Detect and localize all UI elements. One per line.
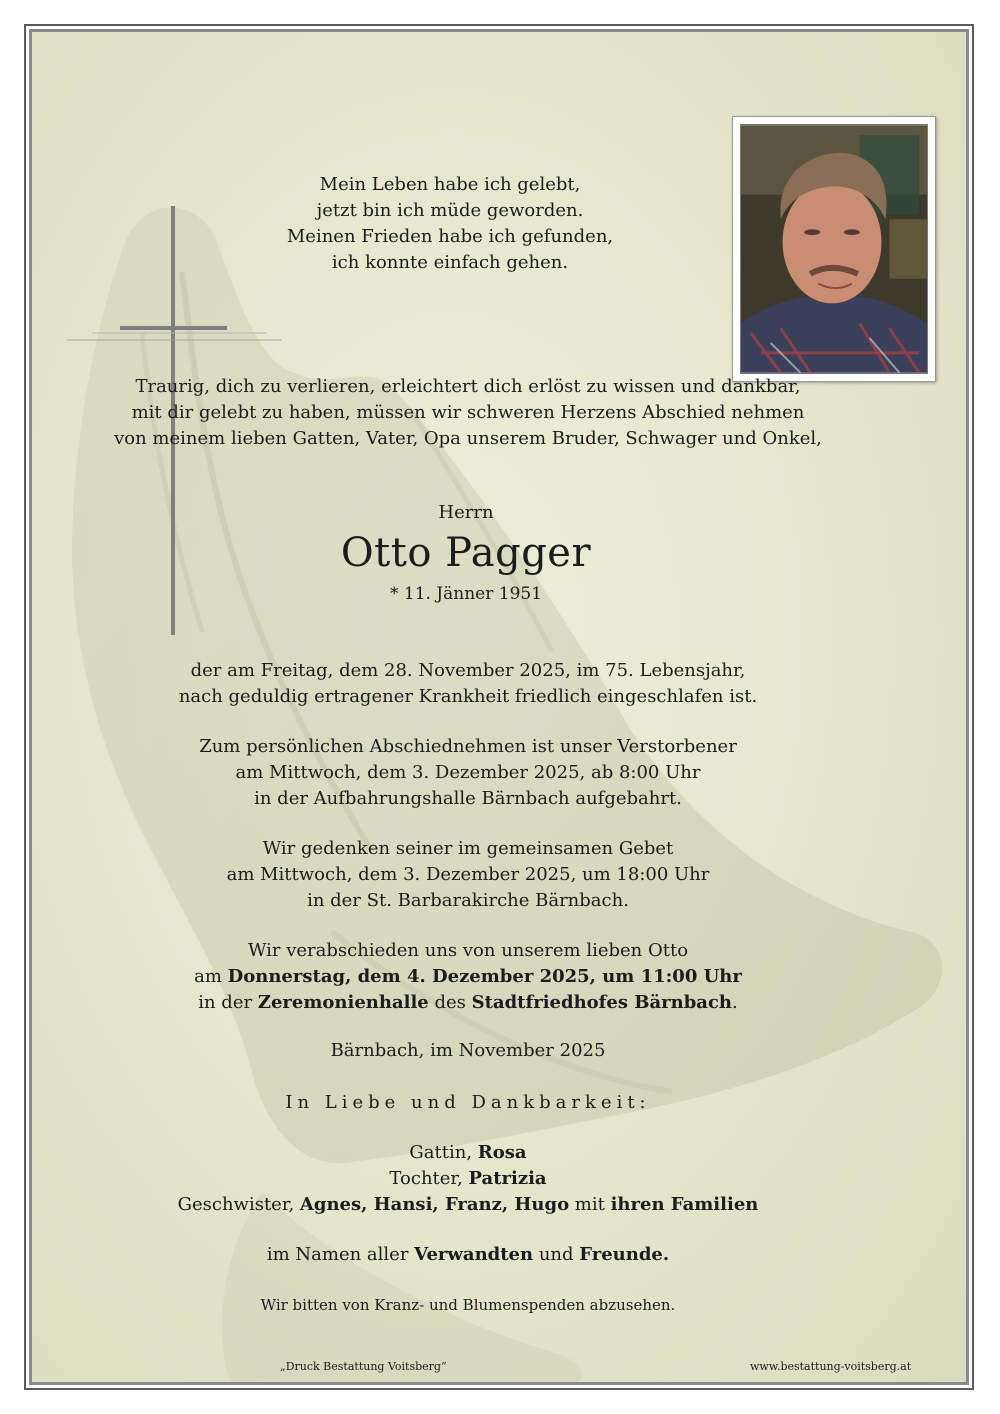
family-line-daughter <box>68 1166 868 1192</box>
relatives-text: und <box>533 1244 580 1265</box>
family-name: Agnes, Hansi, Franz, Hugo <box>299 1194 570 1215</box>
farewell-datetime: Donnerstag, dem 4. Dezember 2025, um 11:00 Uhr <box>227 966 742 987</box>
gratitude-heading: In Liebe und Dankbarkeit: <box>285 1092 651 1113</box>
prayer-line: in der St. Barbarakirche Bärnbach. <box>307 890 629 911</box>
farewell-text: des <box>428 992 472 1013</box>
printer-credit: „Druck Bestattung Voitsberg“ <box>280 1360 447 1373</box>
relatives-text: im Namen aller <box>266 1244 415 1265</box>
family-label: mit <box>569 1194 611 1215</box>
family-label: Tochter, <box>389 1168 469 1189</box>
farewell-cemetery: Stadtfriedhofes Bärnbach <box>471 992 733 1013</box>
donation-request: Wir bitten von Kranz- und Blumenspenden abzusehen. <box>260 1296 676 1314</box>
farewell-notice <box>68 938 868 1016</box>
intro-line: mit dir gelebt zu haben, müssen wir schweren Herzens Abschied nehmen <box>131 402 805 423</box>
viewing-notice <box>68 734 868 812</box>
poem-line: Meinen Frieden habe ich gefunden, <box>286 226 614 247</box>
family-line-wife <box>68 1140 868 1166</box>
family-list <box>68 1140 868 1218</box>
prayer-line: am Mittwoch, dem 3. Dezember 2025, um 18:00 Uhr <box>226 864 710 885</box>
death-line: der am Freitag, dem 28. November 2025, im 75. Lebensjahr, <box>190 660 746 681</box>
viewing-line: in der Aufbahrungshalle Bärnbach aufgebahrt. <box>254 788 682 809</box>
family-name: Rosa <box>477 1142 527 1163</box>
relatives-bold: Freunde. <box>579 1244 670 1265</box>
intro-line: Traurig, dich zu verlieren, erleichtert dich erlöst zu wissen und dankbar, <box>135 376 801 397</box>
viewing-line: am Mittwoch, dem 3. Dezember 2025, ab 8:00 Uhr <box>235 762 701 783</box>
relatives-line <box>68 1244 868 1265</box>
family-line-siblings <box>68 1192 868 1218</box>
family-label: Geschwister, <box>177 1194 300 1215</box>
family-label: Gattin, <box>409 1142 478 1163</box>
intro-line: von meinem lieben Gatten, Vater, Opa unserem Bruder, Schwager und Onkel, <box>114 428 822 449</box>
prayer-line: Wir gedenken seiner im gemeinsamen Gebet <box>262 838 674 859</box>
farewell-text: . <box>732 992 738 1013</box>
place-and-date: Bärnbach, im November 2025 <box>330 1040 606 1061</box>
poem <box>0 172 950 276</box>
farewell-text: am <box>194 966 228 987</box>
family-name: ihren Familien <box>610 1194 759 1215</box>
website-link[interactable]: www.bestattung-voitsberg.at <box>750 1360 912 1373</box>
relatives-bold: Verwandten <box>414 1244 534 1265</box>
poem-line: ich konnte einfach gehen. <box>331 252 569 273</box>
viewing-line: Zum persönlichen Abschiednehmen ist unser Verstorbener <box>199 736 737 757</box>
farewell-line <box>68 964 868 990</box>
salutation: Herrn <box>438 502 494 523</box>
death-notice <box>68 658 868 710</box>
poem-line: Mein Leben habe ich gelebt, <box>319 174 581 195</box>
family-name: Patrizia <box>468 1168 547 1189</box>
farewell-line: Wir verabschieden uns von unserem lieben Otto <box>247 940 689 961</box>
farewell-hall: Zeremonienhalle <box>257 992 429 1013</box>
deceased-name: Otto Pagger <box>340 530 592 576</box>
farewell-text: in der <box>198 992 258 1013</box>
prayer-notice <box>68 836 868 914</box>
poem-line: jetzt bin ich müde geworden. <box>316 200 584 221</box>
birth-date: * 11. Jänner 1951 <box>389 584 543 604</box>
death-line: nach geduldig ertragener Krankheit friedlich eingeschlafen ist. <box>178 686 758 707</box>
farewell-line <box>68 990 868 1016</box>
intro-text <box>68 374 868 452</box>
